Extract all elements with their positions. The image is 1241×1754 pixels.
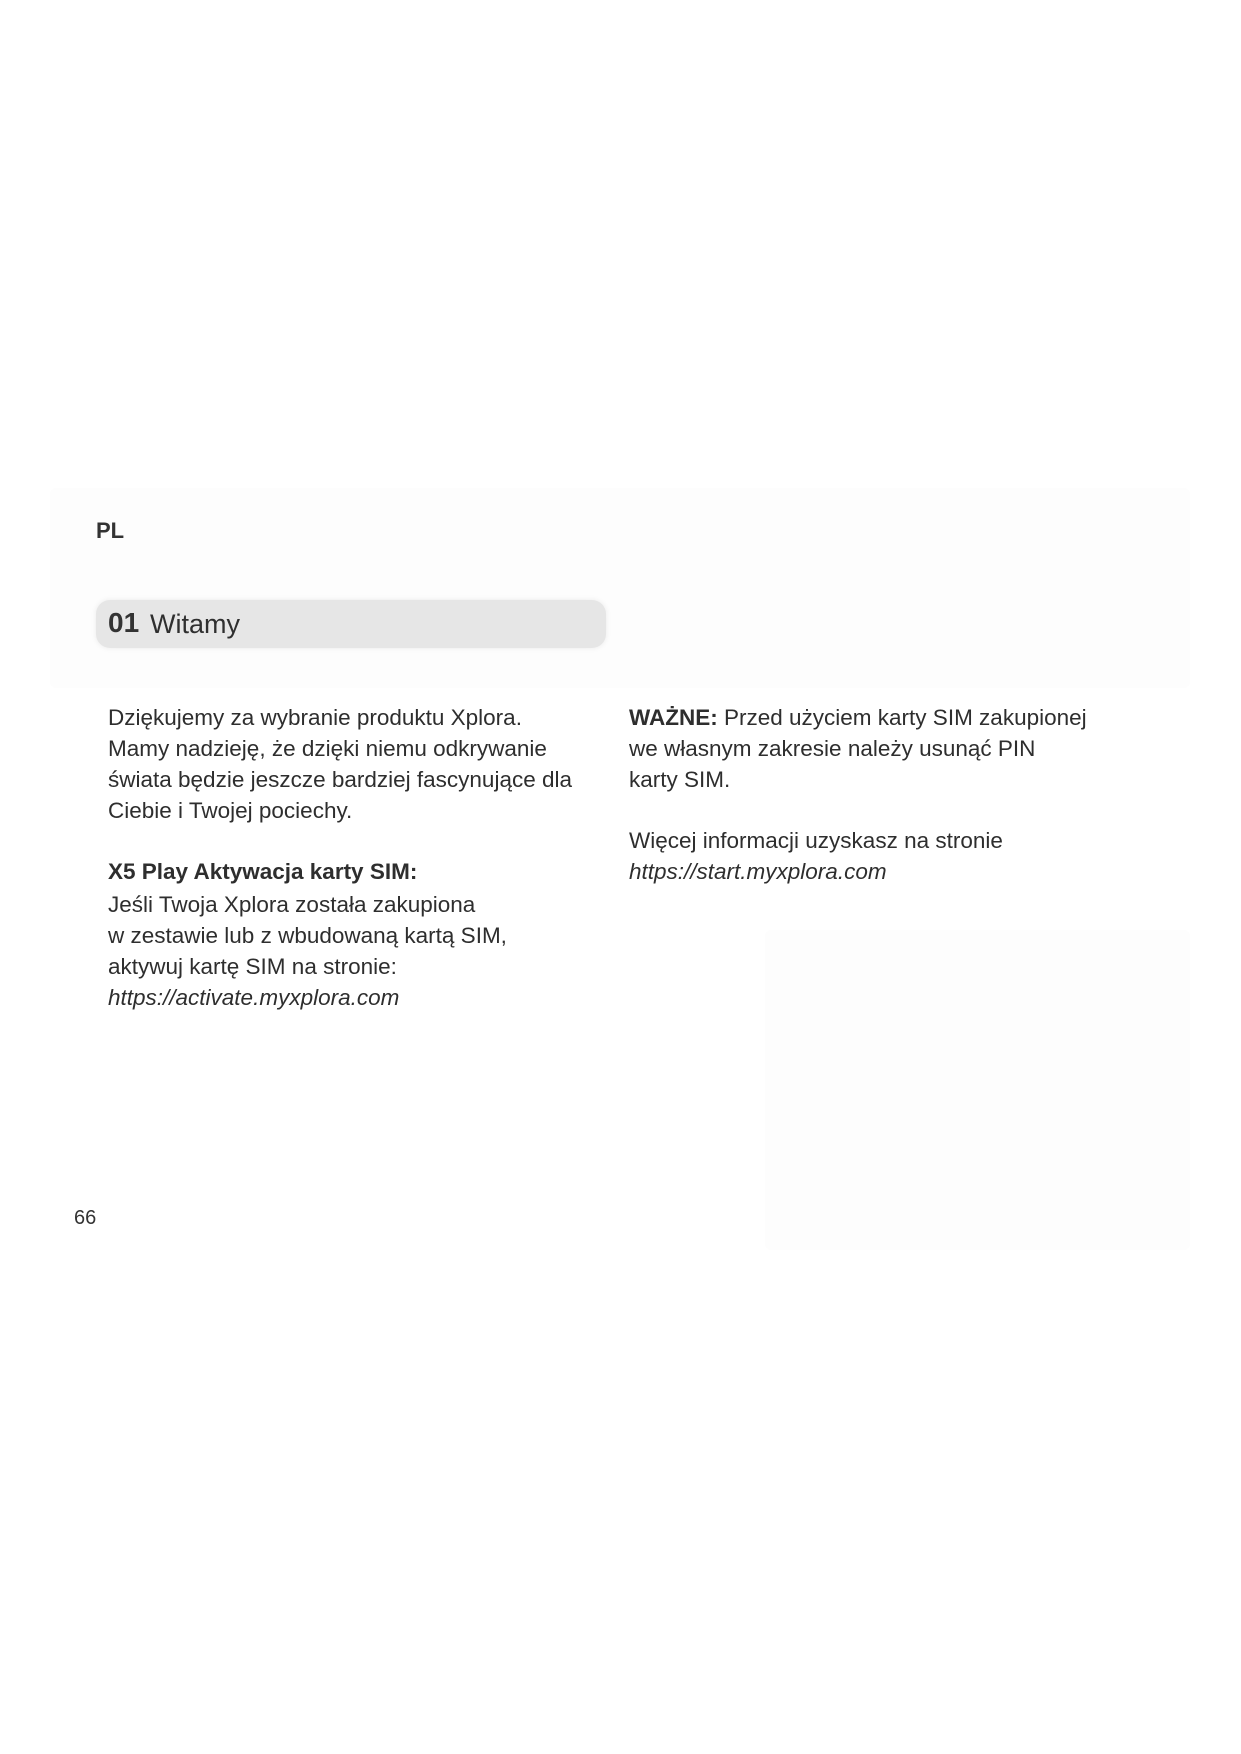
- intro-line: Dziękujemy za wybranie produktu Xplora.: [108, 705, 522, 730]
- important-line: karty SIM.: [629, 767, 731, 792]
- important-first-line: [629, 702, 1129, 733]
- important-label: WAŻNE:: [629, 705, 718, 730]
- activation-link[interactable]: https://activate.myxplora.com: [108, 985, 400, 1010]
- section-title: Witamy: [150, 609, 240, 639]
- info-link[interactable]: https://start.myxplora.com: [629, 859, 887, 884]
- section-number: 01: [108, 607, 140, 638]
- page-number: 66: [74, 1207, 97, 1229]
- intro-line: świata będzie jeszcze bardziej fascynujące dla: [108, 767, 572, 792]
- activation-line: w zestawie lub z wbudowaną kartą SIM,: [108, 923, 507, 948]
- important-line-text: Przed użyciem karty SIM zakupionej: [717, 705, 1087, 730]
- activation-heading: X5 Play Aktywacja karty SIM:: [108, 859, 418, 884]
- left-column: [108, 702, 608, 1013]
- background-panel-right: [765, 930, 1190, 1250]
- info-paragraph: [629, 825, 1129, 887]
- activation-line: aktywuj kartę SIM na stronie:: [108, 954, 397, 979]
- intro-line: Ciebie i Twojej pociechy.: [108, 798, 353, 823]
- background-panel-top: [50, 488, 1190, 688]
- activation-paragraph: [108, 856, 608, 1013]
- intro-line: Mamy nadzieję, że dzięki niemu odkrywanie: [108, 736, 547, 761]
- intro-paragraph: [108, 702, 608, 826]
- important-line: we własnym zakresie należy usunąć PIN: [629, 736, 1036, 761]
- language-code: PL: [96, 518, 125, 543]
- info-line: Więcej informacji uzyskasz na stronie: [629, 828, 1003, 853]
- activation-line: Jeśli Twoja Xplora została zakupiona: [108, 892, 476, 917]
- right-column: [629, 702, 1129, 887]
- important-paragraph: [629, 702, 1129, 795]
